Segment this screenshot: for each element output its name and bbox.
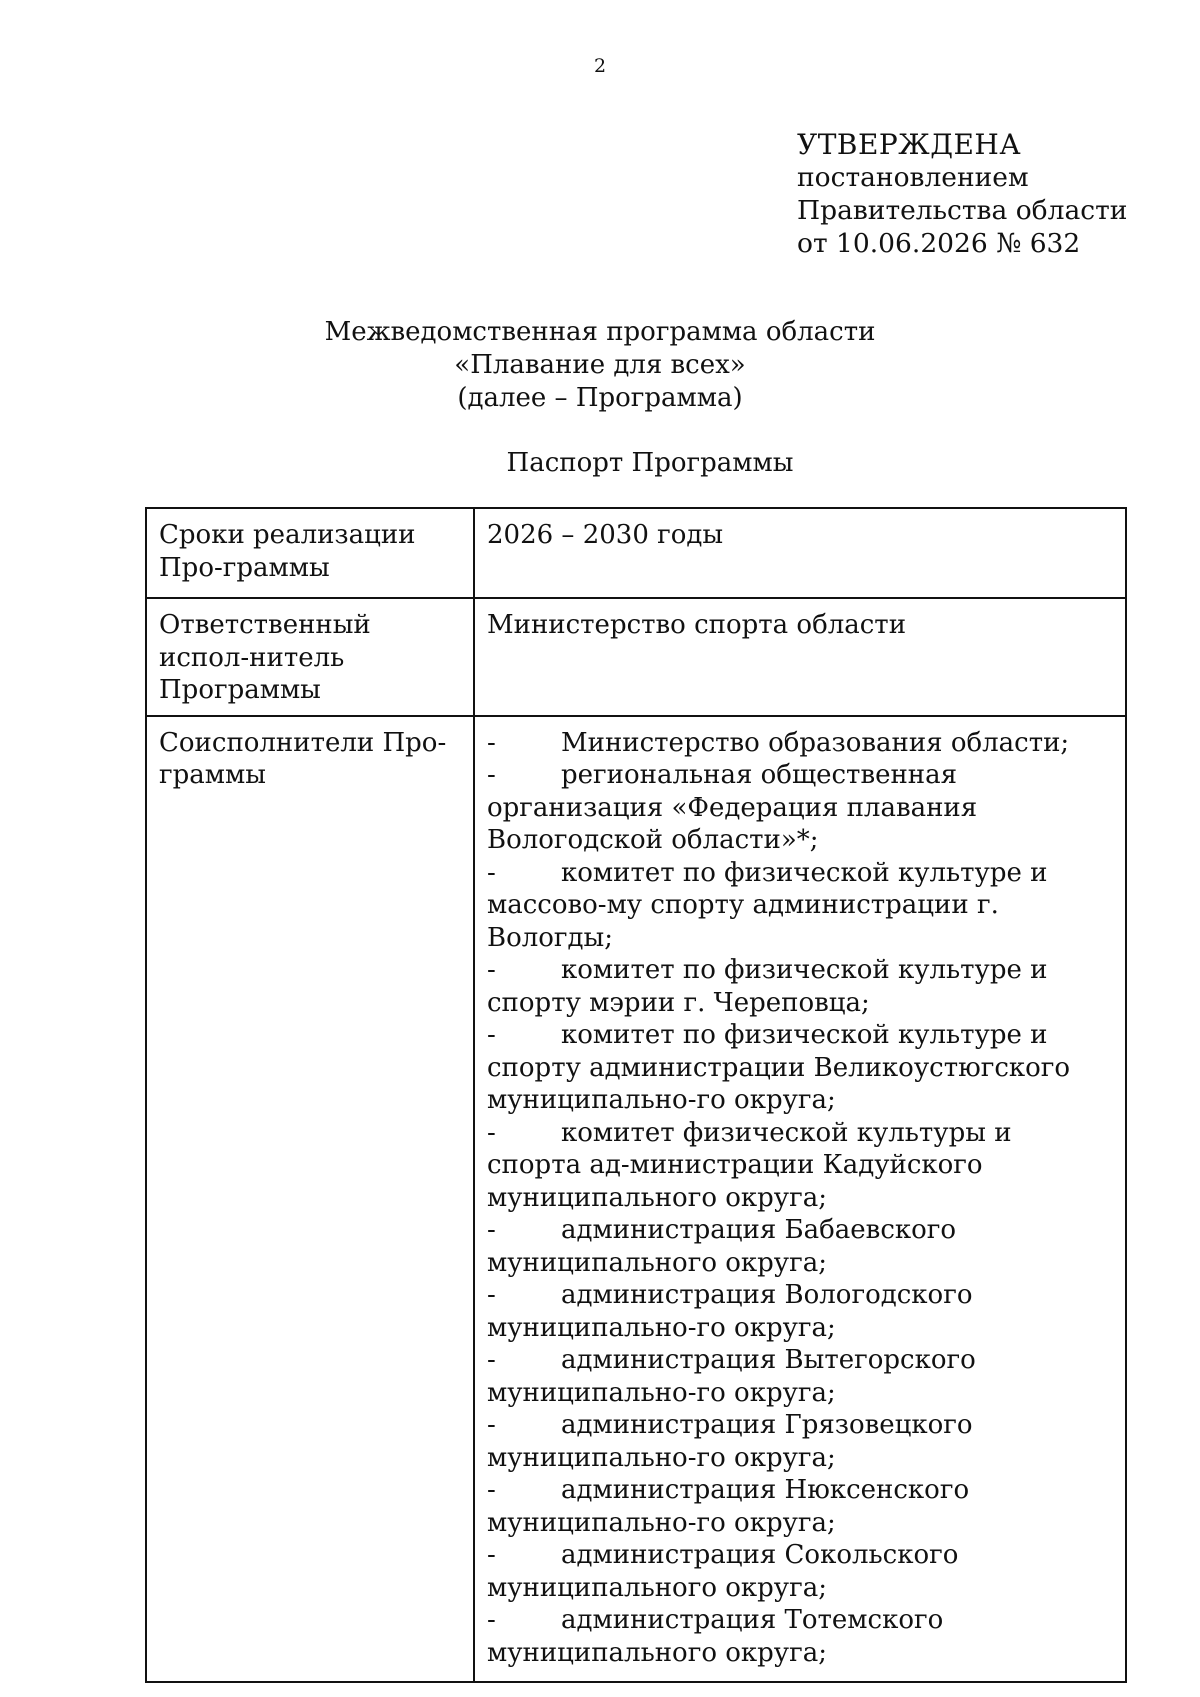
approval-line-3: от 10.06.2026 № 632 — [797, 228, 1081, 259]
approval-block — [797, 128, 1127, 260]
row-label: Сроки реализации Про-граммы — [146, 508, 474, 598]
page-number: 2 — [593, 55, 607, 77]
title-line-1: Межведомственная программа области — [324, 317, 876, 347]
passport-table — [145, 507, 1127, 1683]
row-label: Соисполнители Про-граммы — [146, 716, 474, 1683]
row-value: Министерство спорта области — [474, 598, 1126, 716]
list-item: - администрация Тотемского муниципального округа; — [487, 1605, 944, 1668]
program-title — [0, 316, 1200, 415]
list-item: - администрация Вытегорского муниципально-го округа; — [487, 1345, 976, 1408]
table-row — [146, 716, 1126, 1683]
co-executors-list — [474, 716, 1126, 1683]
list-item: - региональная общественная организация «Федерация плавания Вологодской области»*; — [487, 760, 978, 855]
list-item: - комитет по физической культуре и спорту мэрии г. Череповца; — [487, 955, 1048, 1018]
passport-heading: Паспорт Программы — [506, 448, 794, 478]
list-item: - администрация Сокольского муниципального округа; — [487, 1540, 959, 1603]
list-item: - комитет по физической культуре и массово-му спорту администрации г. Вологды; — [487, 857, 1048, 953]
row-label: Ответственный испол-нитель Программы — [146, 598, 474, 716]
list-item: - администрация Грязовецкого муниципально-го округа; — [487, 1410, 973, 1473]
title-line-3: (далее – Программа) — [457, 383, 743, 413]
list-item: - комитет по физической культуре и спорту администрации Великоустюгского муниципально-го округа; — [487, 1020, 1071, 1115]
list-item: - комитет физической культуры и спорта ад-министрации Кадуйского муниципального округа; — [487, 1117, 1012, 1213]
list-item: - администрация Нюксенского муниципально-го округа; — [487, 1475, 970, 1538]
list-item: - Министерство образования области; — [487, 727, 1070, 758]
table-row — [146, 598, 1126, 716]
approval-line-2: Правительства области — [797, 195, 1128, 226]
table-row — [146, 508, 1126, 598]
approval-line-1: постановлением — [797, 162, 1029, 193]
title-line-2: «Плавание для всех» — [454, 350, 746, 380]
approval-stamp: УТВЕРЖДЕНА — [797, 128, 1022, 161]
list-item: - администрация Вологодского муниципально-го округа; — [487, 1280, 973, 1343]
row-value: 2026 – 2030 годы — [474, 508, 1126, 598]
list-item: - администрация Бабаевского муниципального округа; — [487, 1215, 957, 1278]
